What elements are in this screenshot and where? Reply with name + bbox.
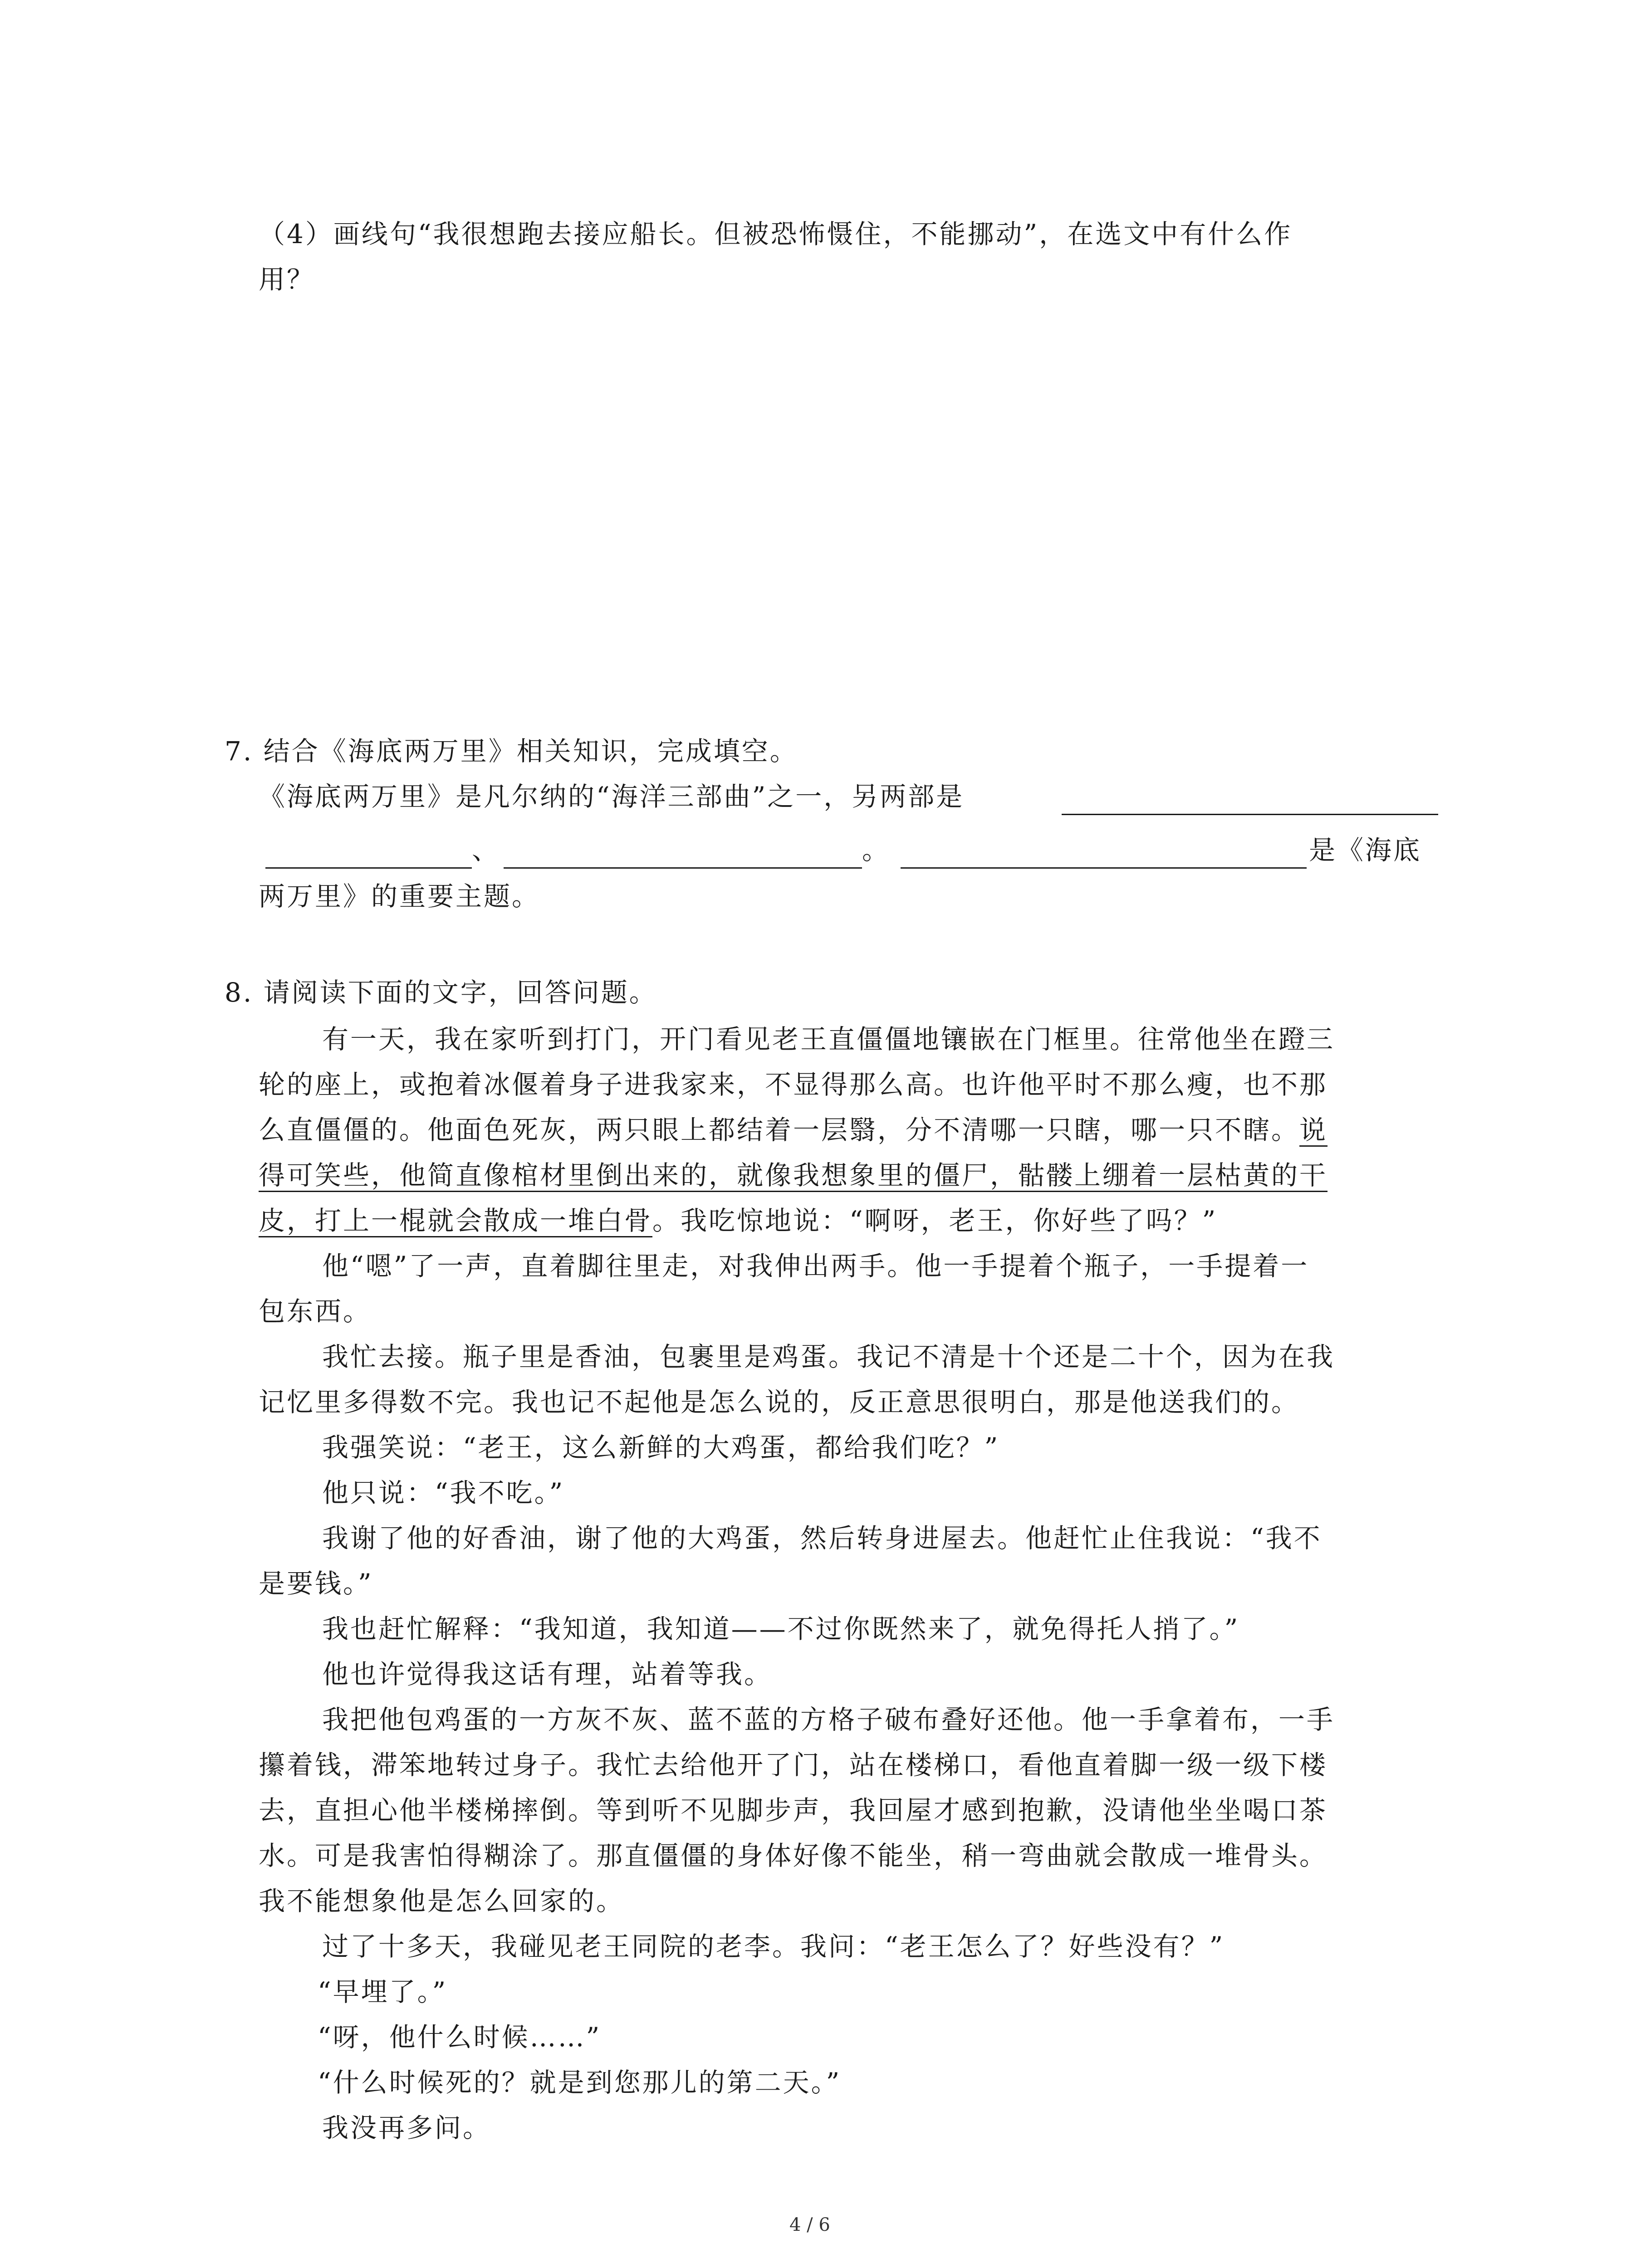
passage-p11: “早埋了。” <box>318 1976 448 2007</box>
passage-p5: 他只说：“我不吃。” <box>322 1477 565 1508</box>
passage-p9-line-2: 攥着钱，滞笨地转过身子。我忙去给他开了门，站在楼梯口，看他直着脚一级一级下楼 <box>259 1750 1328 1780</box>
passage-p2-line-1: 他“嗯”了一声，直着脚往里走，对我伸出两手。他一手提着个瓶子，一手提着一 <box>322 1251 1309 1281</box>
passage-p4: 我强笑说：“老王，这么新鲜的大鸡蛋，都给我们吃？” <box>322 1432 1000 1463</box>
answer-blank-3[interactable] <box>504 867 862 869</box>
question-6-4-line-2: 用？ <box>259 264 315 295</box>
passage-p1-line-2: 轮的座上，或抱着冰偃着身子进我家来，不显得那么高。也许他平时不那么瘦，也不那 <box>259 1069 1328 1100</box>
passage-p9-line-3: 去，直担心他半楼梯摔倒。等到听不见脚步声，我回屋才感到抱歉，没请他坐坐喝口茶 <box>259 1795 1328 1826</box>
passage-p9-line-5: 我不能想象他是怎么回家的。 <box>259 1886 625 1916</box>
passage-p1-line-1: 有一天，我在家听到打门，开门看见老王直僵僵地镶嵌在门框里。往常他坐在蹬三 <box>322 1024 1335 1055</box>
question-7-sentence-2-end: 两万里》的重要主题。 <box>259 881 540 912</box>
separator-dun: 、 <box>472 835 500 865</box>
passage-p13: “什么时候死的？就是到您那儿的第二天。” <box>318 2067 842 2098</box>
question-7-sentence-1: 《海底两万里》是凡尔纳的“海洋三部曲”之一，另两部是 <box>259 781 965 812</box>
underlined-sentence-start: 说 <box>1299 1114 1328 1145</box>
passage-p10: 过了十多天，我碰见老王同院的老李。我问：“老王怎么了？好些没有？” <box>322 1931 1225 1962</box>
passage-p12: “呀，他什么时候……” <box>318 2022 602 2053</box>
passage-p6-line-2: 是要钱。” <box>259 1568 373 1599</box>
passage-p1-line-3-text: 么直僵僵的。他面色死灰，两只眼上都结着一层翳，分不清哪一只瞎，哪一只不瞎。 <box>259 1114 1300 1145</box>
passage-p14: 我没再多问。 <box>322 2112 491 2143</box>
answer-blank-1[interactable] <box>1062 814 1438 815</box>
question-6-4-line-1: （4）画线句“我很想跑去接应船长。但被恐怖慑住，不能挪动”，在选文中有什么作 <box>259 219 1293 249</box>
passage-p1-line-5 <box>259 1204 1217 1237</box>
answer-blank-2[interactable] <box>265 867 472 869</box>
question-7-prompt: 7. 结合《海底两万里》相关知识，完成填空。 <box>225 736 798 767</box>
passage-p3-line-1: 我忙去接。瓶子里是香油，包裹里是鸡蛋。我记不清是十个还是二十个，因为在我 <box>322 1341 1335 1372</box>
passage-p9-line-4: 水。可是我害怕得糊涂了。那直僵僵的身体好像不能坐，稍一弯曲就会散成一堆骨头。 <box>259 1840 1328 1871</box>
passage-p6-line-1: 我谢了他的好香油，谢了他的大鸡蛋，然后转身进屋去。他赶忙止住我说：“我不 <box>322 1523 1322 1554</box>
underlined-sentence-middle: 得可笑些，他简直像棺材里倒出来的，就像我想象里的僵尸，骷髅上绷着一层枯黄的干 <box>259 1160 1328 1191</box>
question-8-prompt: 8. 请阅读下面的文字，回答问题。 <box>225 977 657 1008</box>
question-7-sentence-2-tail: 是《海底 <box>1309 835 1422 865</box>
passage-p3-line-2: 记忆里多得数不完。我也记不起他是怎么说的，反正意思很明白，那是他送我们的。 <box>259 1387 1300 1418</box>
page-number: 4 / 6 <box>789 2214 830 2235</box>
separator-period: 。 <box>862 835 891 865</box>
passage-p7: 我也赶忙解释：“我知道，我知道——不过你既然来了，就免得托人捎了。” <box>322 1613 1240 1644</box>
answer-blank-4[interactable] <box>901 867 1307 869</box>
passage-p9-line-1: 我把他包鸡蛋的一方灰不灰、蓝不蓝的方格子破布叠好还他。他一手拿着布，一手 <box>322 1704 1335 1735</box>
passage-p2-line-2: 包东西。 <box>259 1296 372 1327</box>
passage-p1-line-3 <box>259 1114 1327 1146</box>
underlined-sentence-end: 皮，打上一棍就会散成一堆白骨 <box>259 1205 653 1236</box>
passage-p8: 他也许觉得我这话有理，站着等我。 <box>322 1659 773 1690</box>
passage-p1-line-5-text: 。我吃惊地说：“啊呀，老王，你好些了吗？” <box>652 1205 1218 1236</box>
